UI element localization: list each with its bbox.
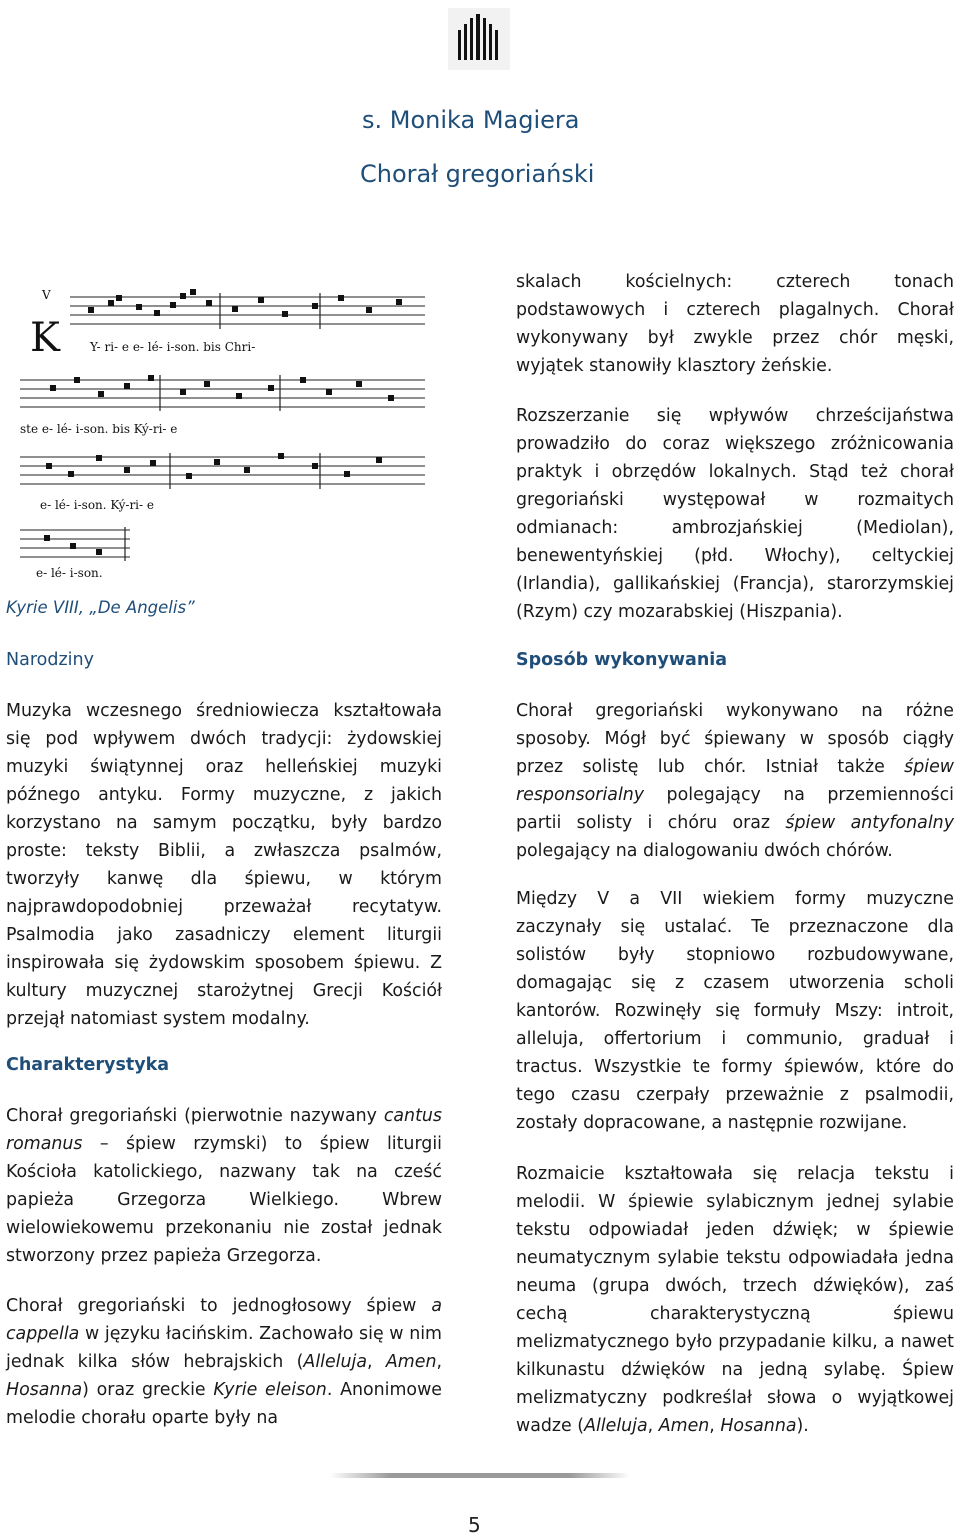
text-run: Rozmaicie kształtowała się relacja tekstu i melodii. W śpiewie sylabicznym jednej sylabie tekstu odpowiadał jeden dźwięk; w śpiewie neumatycznym sylabie tekstu odpowiadała jedna neuma (grupa dwóch, trzech dźwięków), zaś cechą charakterystyczną śpiewu melizmatycznego było przypadanie kilku, a nawet kilkunastu dźwięków na jedną sylabę. Śpiew melizmatyczny podkreślał słowa o wyjątkowej wadze ( — [516, 1164, 954, 1436]
italic-term: Amen — [658, 1416, 710, 1436]
footer-divider — [330, 1473, 630, 1478]
italic-term: a cappella — [6, 1296, 442, 1344]
page-number: 5 — [468, 1513, 481, 1537]
section-heading-charakterystyka: Charakterystyka — [6, 1055, 170, 1075]
italic-term: Hosanna — [720, 1416, 797, 1436]
paragraph-sposob — [516, 697, 954, 865]
text-run: ) oraz greckie — [82, 1380, 214, 1400]
text-run: ). — [796, 1416, 809, 1436]
paragraph-text: Muzyka wczesnego średniowiecza kształtowała się pod wpływem dwóch tradycji: żydowskiej muzyki świątynnej oraz helleńskiej muzyki późnego antyku. Formy muzyczne, z jakich korzystano na samym początku, były bardzo proste: teksty Biblii, a zwłaszcza psalmów, tworzyły kanwę dla śpiewu, w którym najprawdopodobniej przeważał recytatyw. Psalmodia jako zasadniczy element liturgii inspirowała się żydowskim sposobem śpiewu. Z kultury muzycznej starożytnej Grecji Kościół przejął natomiast system modalny. — [6, 701, 442, 1029]
score-initial: K — [30, 315, 60, 361]
paragraph-text: skalach kościelnych: czterech tonach podstawowych i czterech plagalnych. Chorał wykonywany był zwykle przez chór męski, wyjątek stanowiły klasztory żeńskie. — [516, 272, 954, 376]
paragraph-continuation — [516, 268, 954, 380]
paragraph-charakterystyka-1 — [6, 1102, 442, 1270]
paragraph-miedzy — [516, 885, 954, 1137]
italic-term: Kyrie eleison — [213, 1380, 327, 1400]
italic-term: cantus romanus — [6, 1106, 442, 1154]
text-run: polegający na przemienności partii solisty i chóru oraz — [516, 785, 954, 833]
paragraph-charakterystyka-2 — [6, 1292, 442, 1432]
italic-term: Alleluja — [303, 1352, 368, 1372]
document-title: Chorał gregoriański — [360, 160, 595, 188]
italic-term: śpiew antyfonalny — [785, 813, 954, 833]
italic-term: śpiew responsorialny — [516, 757, 954, 805]
text-run: , — [436, 1352, 442, 1372]
text-run: Chorał gregoriański wykonywano na różne sposoby. Mógł być śpiewany w sposób ciągły przez solistę lub chór. Istniał także — [516, 701, 954, 777]
section-heading-narodziny: Narodziny — [6, 650, 94, 670]
text-run: , — [367, 1352, 386, 1372]
score-caption: Kyrie VIII, „De Angelis” — [6, 598, 195, 617]
italic-term: Amen — [385, 1352, 437, 1372]
text-run: . Anonimowe melodie chorału oparte były na — [6, 1380, 442, 1428]
score-lyrics-line-1: Y- ri- e e- lé- i-son. bis Chri- — [90, 340, 256, 354]
mode-number: V — [42, 288, 51, 302]
italic-term: Alleluja — [584, 1416, 648, 1436]
score-lyrics-line-4: e- lé- i-son. — [36, 566, 103, 580]
text-run: Chorał gregoriański to jednogłosowy śpiew — [6, 1296, 432, 1316]
score-lyrics-line-3: e- lé- i-son. Ký-ri- e — [40, 498, 154, 512]
text-run: – śpiew rzymski) to śpiew liturgii Kościoła katolickiego, nazwany tak na cześć papieża Grzegorza Wielkiego. Wbrew wielowiekowemu przekonaniu nie został jednak stworzony przez papieża Grzegorza. — [6, 1134, 442, 1266]
text-run: , — [647, 1416, 659, 1436]
organ-pipes-logo — [448, 8, 510, 70]
text-run: Chorał gregoriański (pierwotnie nazywany — [6, 1106, 384, 1126]
author-name: s. Monika Magiera — [362, 106, 580, 134]
section-heading-sposob: Sposób wykonywania — [516, 650, 728, 670]
text-run: , — [709, 1416, 721, 1436]
chant-score — [20, 285, 440, 585]
paragraph-rozszerzanie — [516, 402, 954, 626]
paragraph-text: Między V a VII wiekiem formy muzyczne zaczynały się ustalać. Te przeznaczone dla solistów były stopniowo rozbudowywane, domagając się z czasem utworzenia scholi kantorów. Rozwinęły się formuły Mszy: introit, alleluja, offertorium i communio, graduał i tractus. Wszystkie te formy śpiewów, które do tego czasu czerpały przeważnie z psalmodii, zostały dopracowane, a następnie rozwijane. — [516, 889, 954, 1133]
paragraph-text: Rozszerzanie się wpływów chrześcijaństwa prowadziło do coraz większego zróżnicowania praktyk i obrzędów lokalnych. Stąd też chorał gregoriański występował w rozmaitych odmianach: ambrozjańskiej (Mediolan), benewentyńskiej (płd. Włochy), celtyckiej (Irlandia), gallikańskiej (Francja), starorzymskiej (Rzym) czy mozarabskiej (Hiszpania). — [516, 406, 954, 622]
text-run: polegający na dialogowaniu dwóch chórów. — [516, 841, 893, 861]
italic-term: Hosanna — [6, 1380, 83, 1400]
score-lyrics-line-2: ste e- lé- i-son. bis Ký-ri- e — [20, 422, 178, 436]
paragraph-narodziny — [6, 697, 442, 1033]
text-run: w języku łacińskim. Zachowało się w nim jednak kilka słów hebrajskich ( — [6, 1324, 442, 1372]
paragraph-rozmaicie — [516, 1160, 954, 1440]
